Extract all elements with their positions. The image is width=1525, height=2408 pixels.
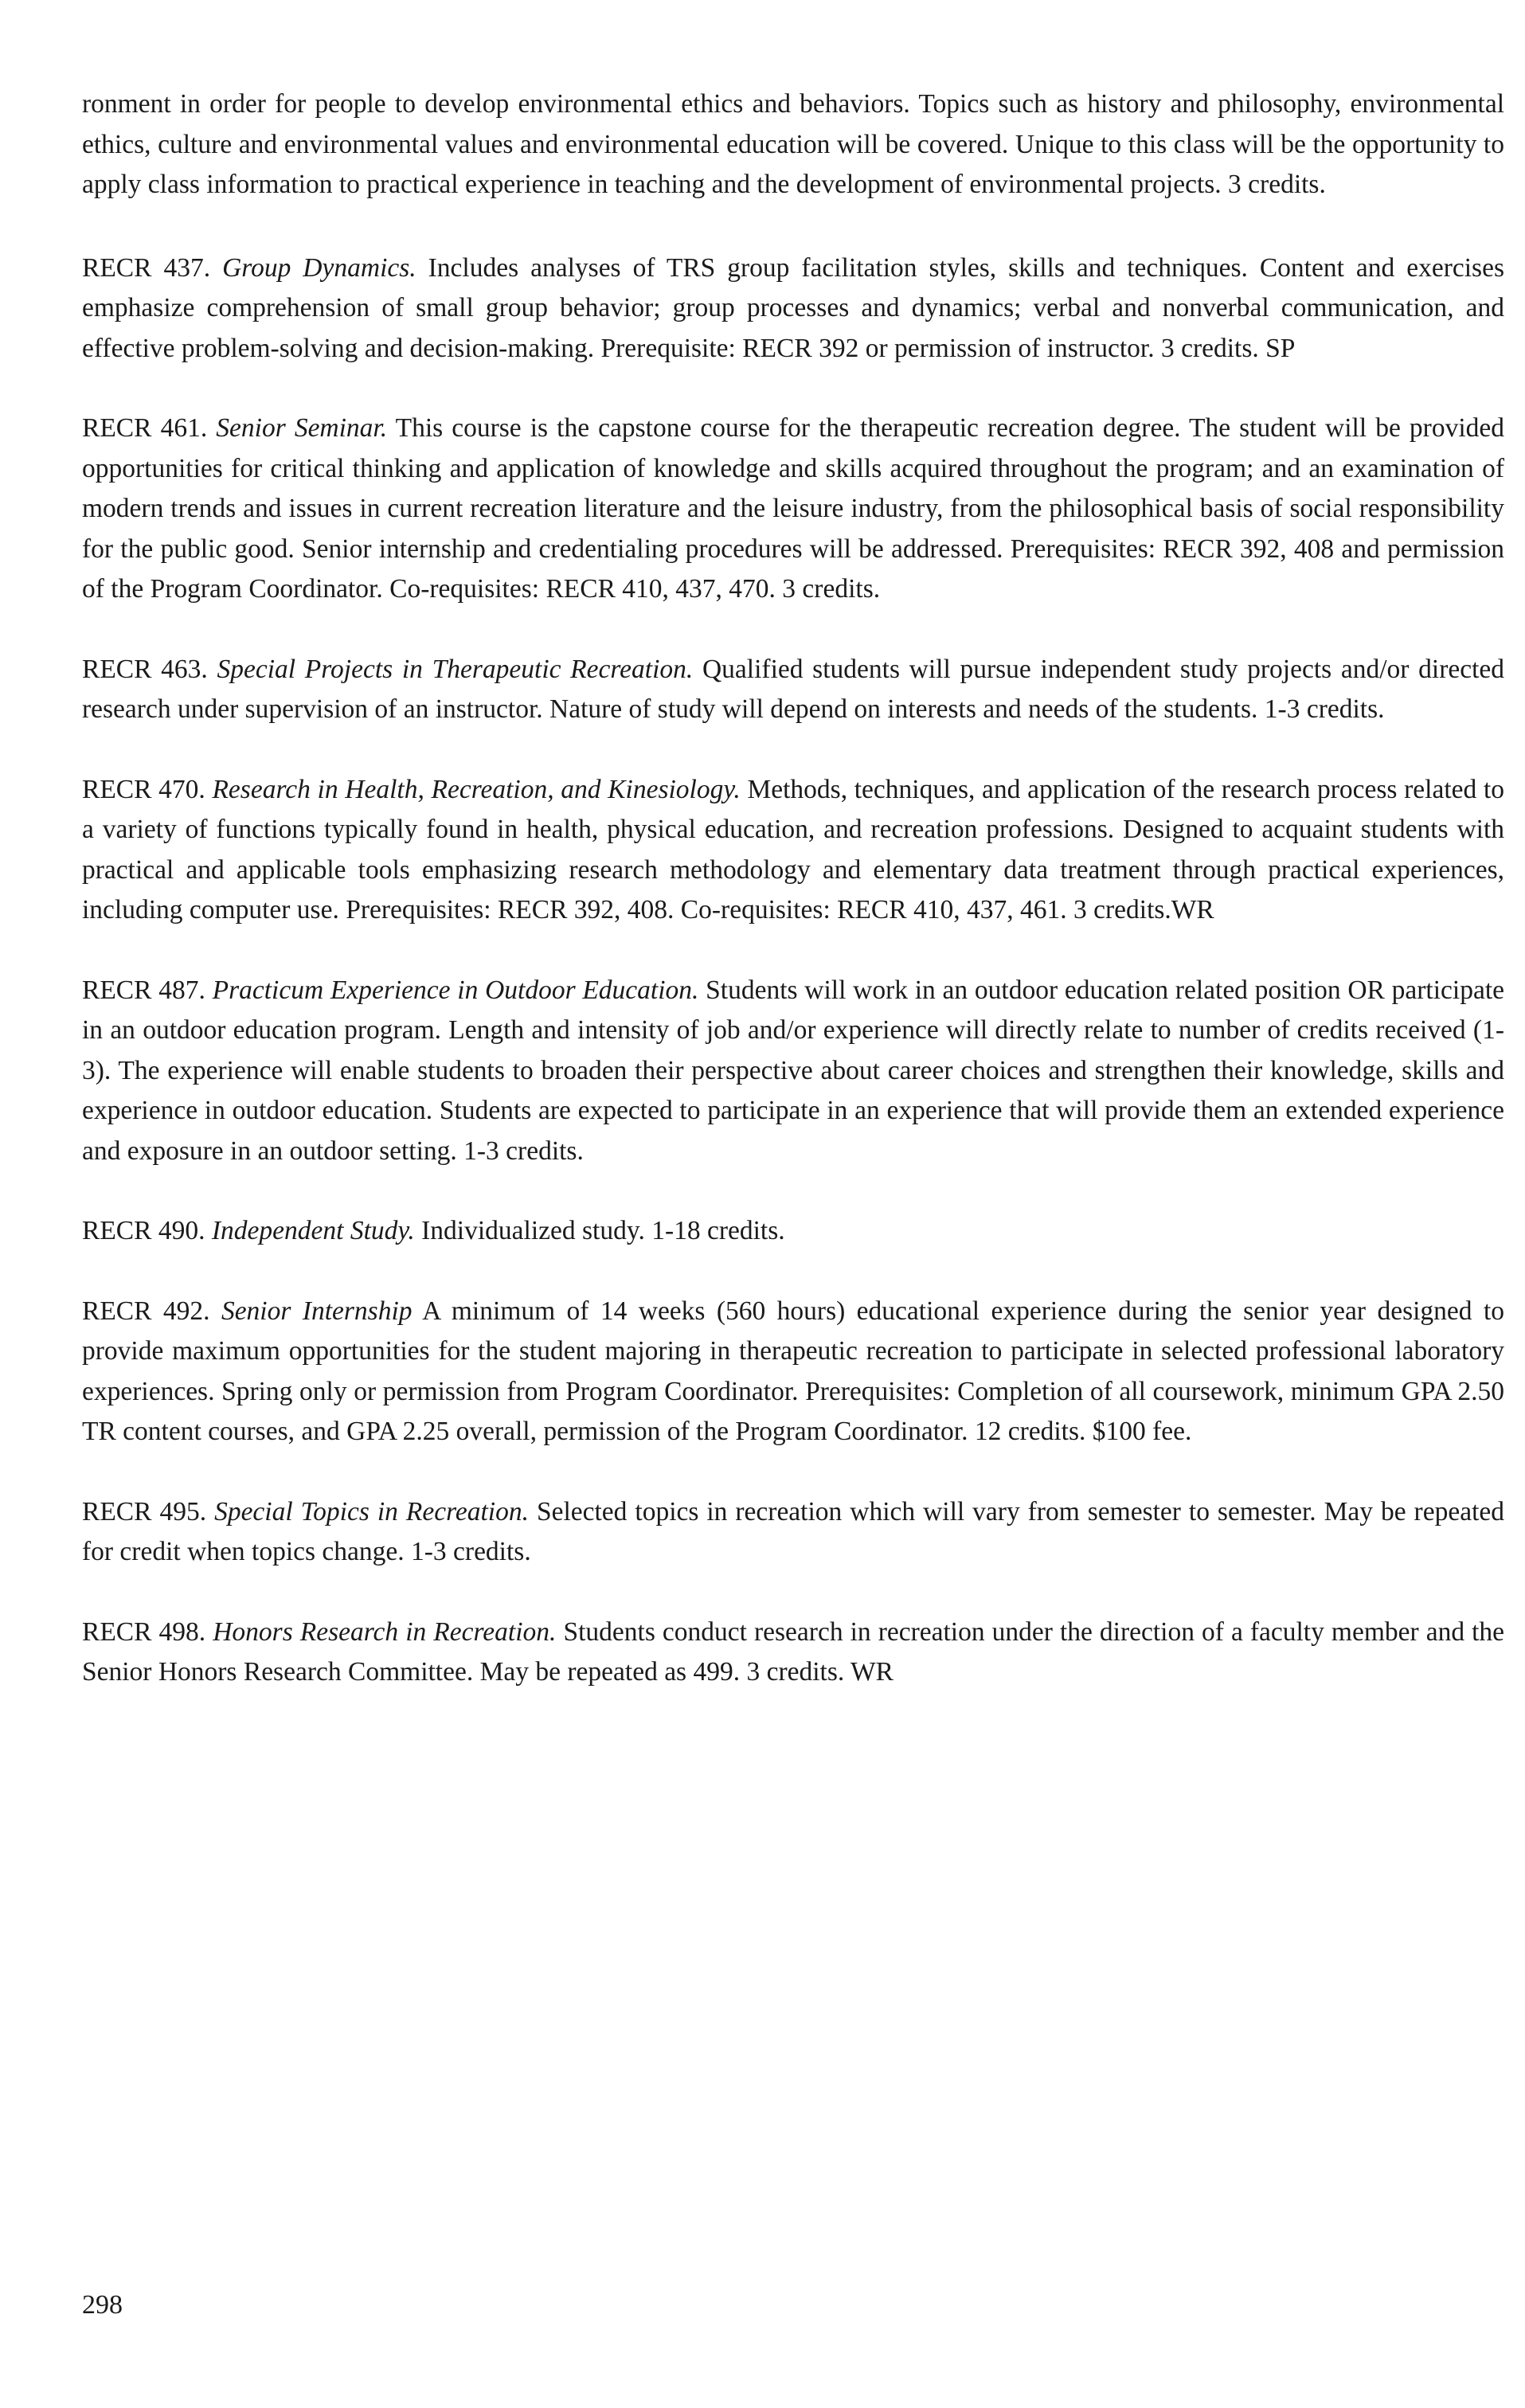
course-code: RECR 461. (82, 413, 208, 443)
course-description: Individualized study. 1-18 credits. (421, 1216, 785, 1245)
page-number: 298 (82, 2290, 123, 2320)
course-entry-recr-498 (82, 1612, 1504, 1693)
course-title: Research in Health, Recreation, and Kinesiology. (212, 774, 741, 804)
course-entry-recr-490 (82, 1211, 1504, 1252)
course-code: RECR 487. (82, 975, 205, 1005)
course-description: Qualified students will pursue independent study projects and/or directed research under supervision of an instructor. Nature of study will depend on interests and needs of the students. 1-3 credits. (82, 654, 1505, 724)
course-entry-recr-463 (82, 650, 1504, 730)
course-code: RECR 490. (82, 1216, 205, 1245)
course-code: RECR 463. (82, 654, 208, 684)
course-description: This course is the capstone course for the therapeutic recreation degree. The student will be provided opportunities for critical thinking and application of knowledge and skills acquired throughout the program; and an examination of modern trends and issues in current recreation literature and the leisure industry, from the philosophical basis of social responsibility for the public good. Senior internship and credentialing procedures will be addressed. Prerequisites: RECR 392, 408 and permission of the Program Coordinator. Co-requisites: RECR 410, 437, 470. 3 credits. (82, 413, 1504, 604)
course-title: Senior Seminar. (216, 413, 388, 443)
course-description: Methods, techniques, and application of the research process related to a variety of functions typically found in health, physical education, and recreation professions. Designed to acquaint students with practical and applicable tools emphasizing research methodology and elementary data treatment through practical experiences, including computer use. Prerequisites: RECR 392, 408. Co-requisites: RECR 410, 437, 461. 3 credits.WR (82, 774, 1504, 924)
course-entry-recr-487 (82, 971, 1504, 1172)
course-description: Includes analyses of TRS group facilitation styles, skills and techniques. Content and exercises emphasize comprehension of small group behavior; group processes and dynamics; verbal and nonverbal communication, and effective problem-solving and decision-making. Prerequisite: RECR 392 or permission of instructor. 3 credits. SP (82, 252, 1504, 363)
course-entry-recr-470 (82, 770, 1504, 931)
course-title: Independent Study. (211, 1216, 415, 1245)
course-title: Special Projects in Therapeutic Recreation. (217, 654, 694, 684)
course-title: Practicum Experience in Outdoor Education. (212, 975, 699, 1005)
course-entry-recr-495 (82, 1492, 1504, 1573)
catalog-page (82, 84, 1504, 1733)
course-code: RECR 470. (82, 774, 205, 804)
course-code: RECR 492. (82, 1296, 210, 1326)
course-description: A minimum of 14 weeks (560 hours) educational experience during the senior year designed to provide maximum opportunities for the student majoring in therapeutic recreation to participate in selected professional laboratory experiences. Spring only or permission from Program Coordinator. Prerequisites: Completion of all coursework, minimum GPA 2.50 TR content courses, and GPA 2.25 overall, permission of the Program Coordinator. 12 credits. $100 fee. (82, 1296, 1504, 1446)
course-title: Senior Internship (221, 1296, 413, 1326)
course-entry-recr-492 (82, 1292, 1504, 1452)
course-title: Special Topics in Recreation. (214, 1496, 529, 1526)
course-code: RECR 437. (82, 252, 211, 283)
course-code: RECR 495. (82, 1496, 207, 1526)
course-entry-recr-461 (82, 408, 1504, 610)
course-code: RECR 498. (82, 1616, 206, 1647)
course-description: Students conduct research in recreation under the direction of a faculty member and the Senior Honors Research Committee. May be repeated as 499. 3 credits. WR (82, 1616, 1505, 1687)
course-title: Group Dynamics. (222, 252, 416, 283)
course-title: Honors Research in Recreation. (213, 1616, 557, 1647)
course-description: Students will work in an outdoor education related position OR participate in an outdoor education program. Length and intensity of job and/or experience will directly relate to number of credits received (1-3). The experience will enable students to broaden their perspective about career choices and strengthen their knowledge, skills and experience in outdoor education. Students are expected to participate in an experience that will provide them an extended experience and exposure in an outdoor setting. 1-3 credits. (82, 975, 1505, 1166)
course-entry-recr-437 (82, 248, 1504, 369)
course-description: Selected topics in recreation which will vary from semester to semester. May be repeated for credit when topics change. 1-3 credits. (82, 1496, 1504, 1566)
intro-paragraph: ronment in order for people to develop environmental ethics and behaviors. Topics such as history and philosophy, environmental ethics, culture and environmental values and environmental education will be covered. Unique to this class will be the opportunity to apply class information to practical experience in teaching and the development of environmental projects. 3 credits. (82, 89, 1504, 199)
